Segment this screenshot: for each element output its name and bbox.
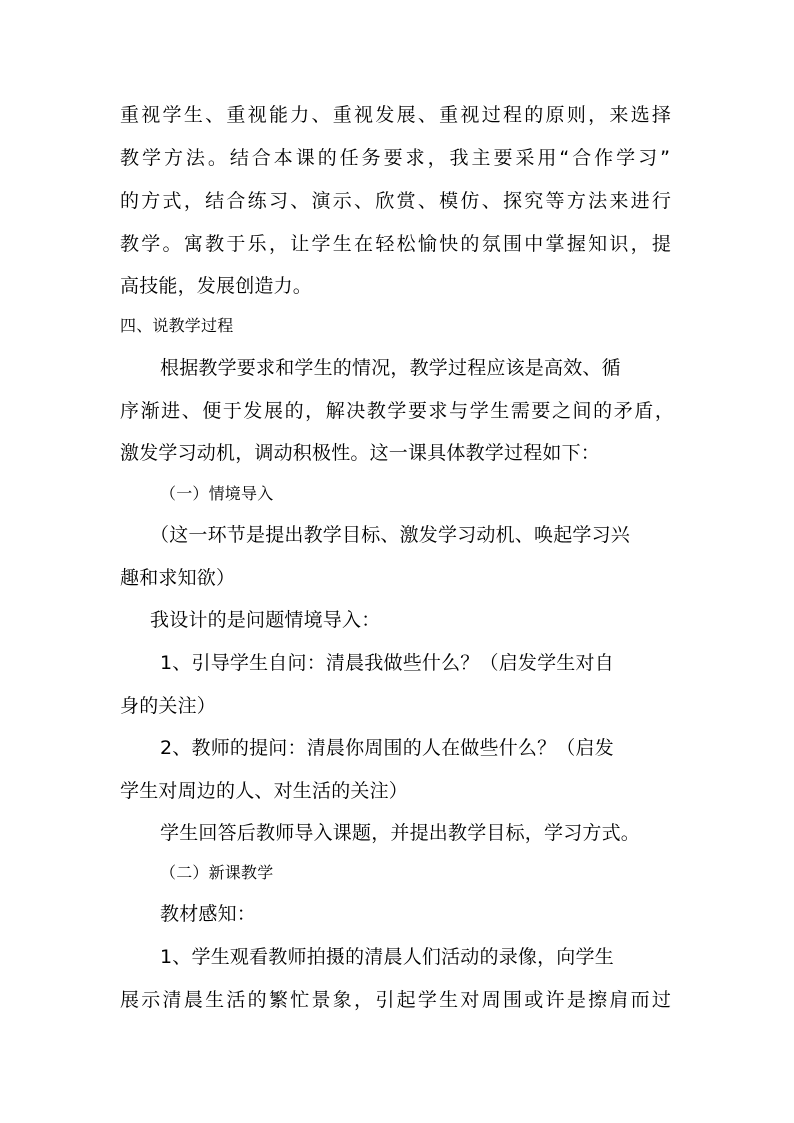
text-line: 展示清晨生活的繁忙景象，引起学生对周围或许是擦肩而过 — [120, 989, 674, 1011]
text-line: 重视学生、重视能力、重视发展、重视过程的原则，来选择 — [120, 104, 674, 126]
list-item: 1、学生观看教师拍摄的清晨人们活动的录像，向学生 — [160, 946, 614, 968]
text-line: 我设计的是问题情境导入： — [150, 609, 381, 631]
subsection-heading: （二）新课教学 — [160, 863, 274, 882]
list-item: 2、教师的提问：清晨你周围的人在做些什么？（启发 — [160, 737, 614, 759]
text-line: 教材感知： — [160, 903, 257, 925]
text-line: （这一环节是提出教学目标、激发学习动机、唤起学习兴 — [150, 524, 631, 546]
text-line: 高技能，发展创造力。 — [120, 275, 313, 297]
text-line: 教学。寓教于乐，让学生在轻松愉快的氛围中掌握知识，提 — [120, 233, 674, 255]
text-line: 身的关注） — [120, 695, 217, 717]
text-line: 趣和求知欲） — [120, 567, 236, 589]
subsection-heading: （一）情境导入 — [160, 484, 274, 503]
text-line: 教学方法。结合本课的任务要求，我主要采用“合作学习” — [120, 147, 673, 169]
list-item: 1、引导学生自问：清晨我做些什么？（启发学生对自 — [160, 652, 614, 674]
text-line: 学生回答后教师导入课题，并提出教学目标，学习方式。 — [160, 822, 641, 844]
section-heading: 四、说教学过程 — [120, 316, 234, 335]
text-line: 激发学习动机，调动积极性。这一课具体教学过程如下： — [120, 442, 601, 464]
text-line: 学生对周边的人、对生活的关注） — [120, 780, 409, 802]
text-line: 的方式，结合练习、演示、欣赏、模仿、探究等方法来进行 — [120, 190, 674, 212]
text-line: 序渐进、便于发展的，解决教学要求与学生需要之间的矛盾， — [120, 400, 676, 422]
paragraph-start: 根据教学要求和学生的情况，教学过程应该是高效、循 — [160, 357, 621, 379]
